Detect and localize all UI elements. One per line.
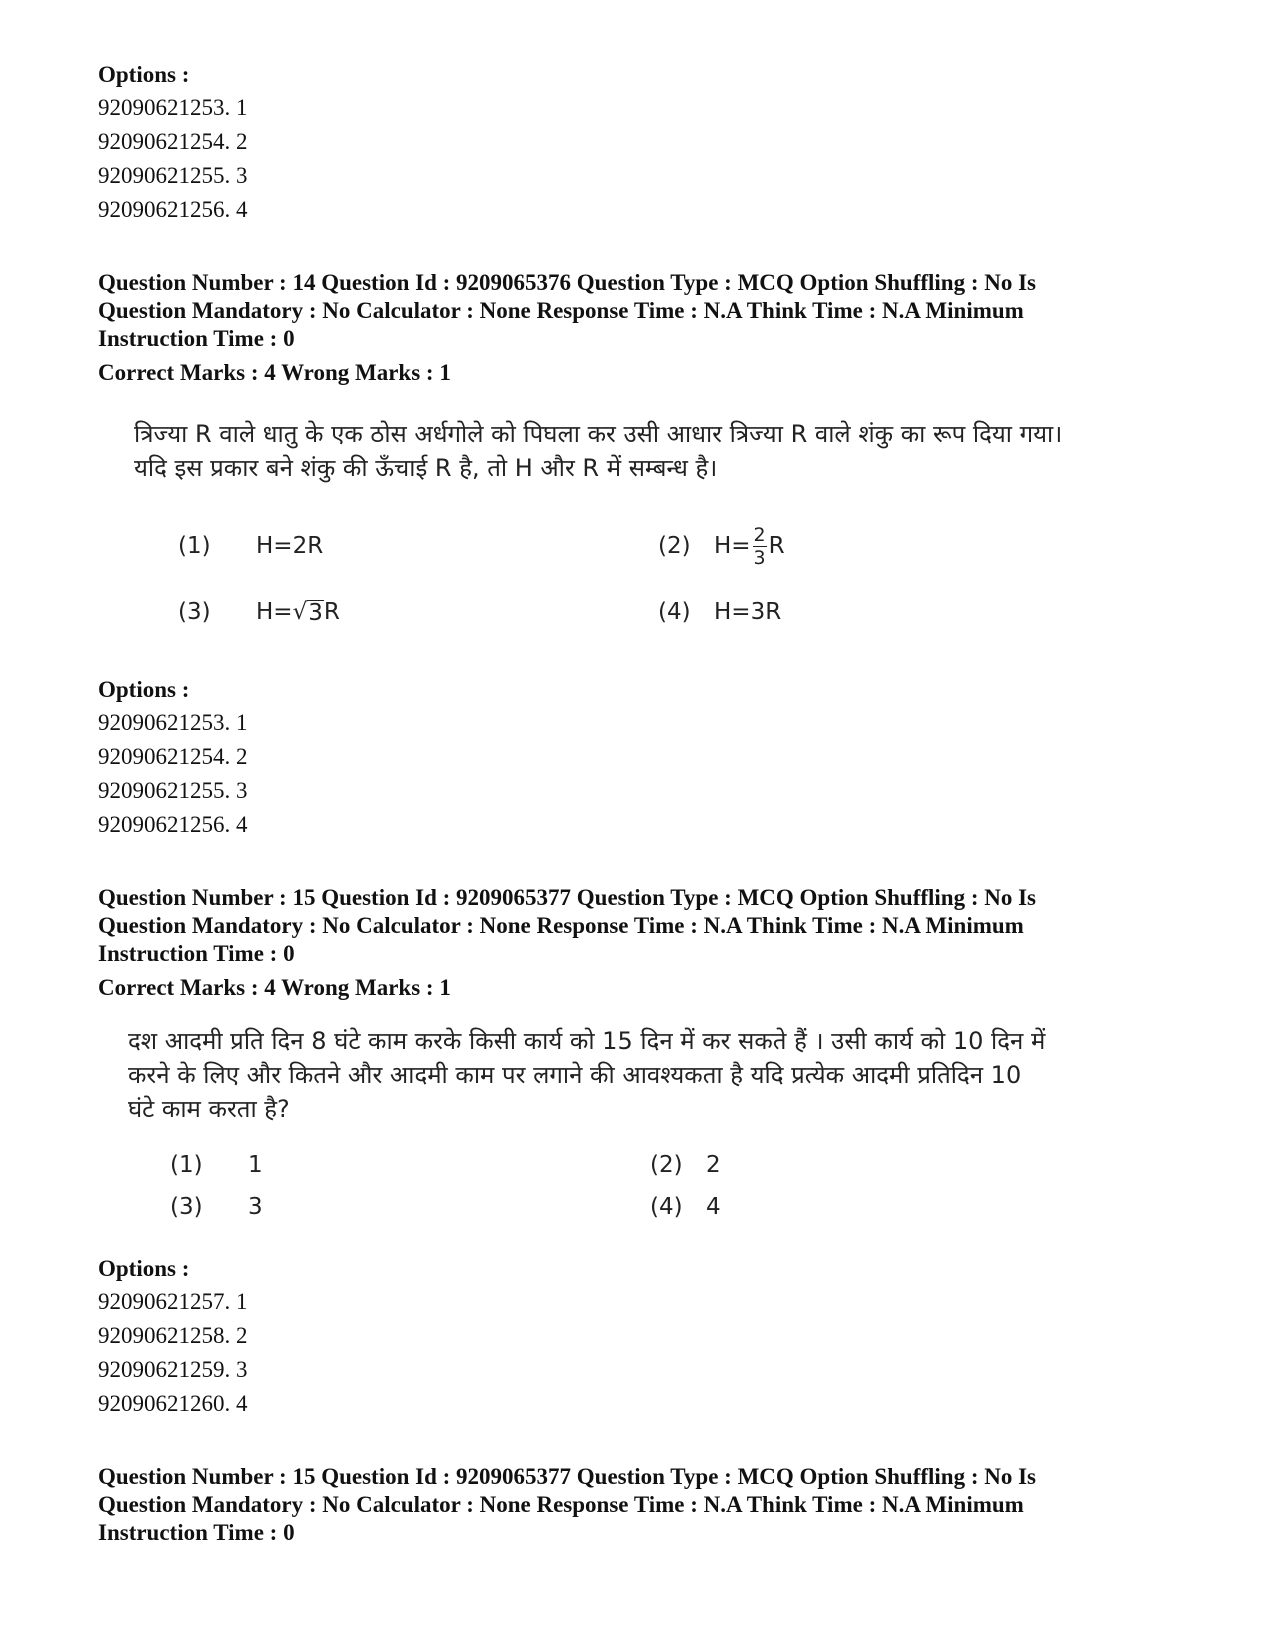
option-item: 92090621259. 3 xyxy=(98,1357,248,1382)
choice-value: 3 xyxy=(248,1194,263,1220)
choice-value: 2 xyxy=(706,1152,721,1178)
question-14 xyxy=(98,269,1188,842)
options-label: Options : xyxy=(98,1256,190,1281)
choice-number: (4) xyxy=(650,1194,683,1220)
choice-number: (2) xyxy=(658,533,691,559)
question-header-line: Instruction Time : 0 xyxy=(98,1520,295,1545)
choice-number: (4) xyxy=(658,599,691,625)
fraction-denominator: 3 xyxy=(753,546,766,569)
options-label: Options : xyxy=(98,677,190,702)
question-text-line: यदि इस प्रकार बने शंकु की ऊँचाई R है, तो H और R में सम्बन्ध है। xyxy=(134,454,718,482)
document-page xyxy=(98,58,1188,1547)
fraction-numerator: 2 xyxy=(753,523,766,546)
choice-value: 4 xyxy=(706,1194,721,1220)
option-item: 92090621256. 4 xyxy=(98,197,248,222)
choice-value-suffix: R xyxy=(323,599,340,625)
question-header-line: Question Mandatory : No Calculator : None Response Time : N.A Think Time : N.A Minimum xyxy=(98,1492,1024,1517)
question-text-line: घंटे काम करता है? xyxy=(128,1095,290,1123)
question-15 xyxy=(98,884,1188,1421)
choice-1 xyxy=(170,1144,263,1186)
option-item: 92090621253. 1 xyxy=(98,710,248,735)
choice-number: (3) xyxy=(170,1194,203,1220)
option-item: 92090621255. 3 xyxy=(98,163,248,188)
question-header-line: Instruction Time : 0 xyxy=(98,326,295,351)
option-item: 92090621256. 4 xyxy=(98,812,248,837)
options-block-1 xyxy=(98,58,1188,227)
choice-value: H=3R xyxy=(714,599,782,625)
options-label: Options : xyxy=(98,62,190,87)
choice-number: (1) xyxy=(170,1152,203,1178)
option-item: 92090621258. 2 xyxy=(98,1323,248,1348)
choice-number: (2) xyxy=(650,1152,683,1178)
option-item: 92090621257. 1 xyxy=(98,1289,248,1314)
choice-value-prefix: H= xyxy=(256,599,293,625)
choice-4 xyxy=(658,579,781,645)
fraction xyxy=(753,524,767,569)
choice-2 xyxy=(650,1144,721,1186)
option-item: 92090621253. 1 xyxy=(98,95,248,120)
option-item: 92090621254. 2 xyxy=(98,129,248,154)
question-text-line: करने के लिए और कितने और आदमी काम पर लगाने की आवश्यकता है यदि प्रत्येक आदमी प्रतिदिन 10 xyxy=(128,1061,1022,1089)
question-text-line: त्रिज्या R वाले धातु के एक ठोस अर्धगोले को पिघला कर उसी आधार त्रिज्या R वाले शंकु का रूप दिया गया। xyxy=(134,420,1063,448)
choice-3 xyxy=(170,1186,263,1228)
question-header-line: Question Number : 15 Question Id : 9209065377 Question Type : MCQ Option Shuffling : No Is xyxy=(98,1464,1037,1489)
choice-number: (1) xyxy=(178,533,211,559)
choice-value-suffix: R xyxy=(768,533,785,559)
option-item: 92090621255. 3 xyxy=(98,778,248,803)
square-root-radicand: 3 xyxy=(308,599,323,626)
choice-4 xyxy=(650,1186,721,1228)
choice-3 xyxy=(178,579,340,645)
question-marks: Correct Marks : 4 Wrong Marks : 1 xyxy=(98,975,451,1000)
choice-value-prefix: H= xyxy=(714,533,751,559)
question-marks: Correct Marks : 4 Wrong Marks : 1 xyxy=(98,360,451,385)
question-header-line: Question Number : 15 Question Id : 9209065377 Question Type : MCQ Option Shuffling : No Is xyxy=(98,885,1037,910)
question-text-line: दश आदमी प्रति दिन 8 घंटे काम करके किसी कार्य को 15 दिन में कर सकते हैं । उसी कार्य को 10 दिन में xyxy=(128,1027,1046,1055)
option-item: 92090621260. 4 xyxy=(98,1391,248,1416)
question-header-line: Question Number : 14 Question Id : 9209065376 Question Type : MCQ Option Shuffling : No Is xyxy=(98,270,1037,295)
choice-number: (3) xyxy=(178,599,211,625)
question-header-line: Question Mandatory : No Calculator : None Response Time : N.A Think Time : N.A Minimum xyxy=(98,913,1024,938)
choice-value: H=2R xyxy=(256,533,324,559)
question-header-line: Instruction Time : 0 xyxy=(98,941,295,966)
choice-value: 1 xyxy=(248,1152,263,1178)
question-15-repeat xyxy=(98,1463,1188,1547)
answer-choices xyxy=(98,1144,1188,1228)
square-root-sign: √ xyxy=(292,599,308,625)
option-item: 92090621254. 2 xyxy=(98,744,248,769)
answer-choices xyxy=(98,513,1188,645)
choice-1 xyxy=(178,513,323,579)
choice-2 xyxy=(658,513,785,579)
question-header-line: Question Mandatory : No Calculator : None Response Time : N.A Think Time : N.A Minimum xyxy=(98,298,1024,323)
